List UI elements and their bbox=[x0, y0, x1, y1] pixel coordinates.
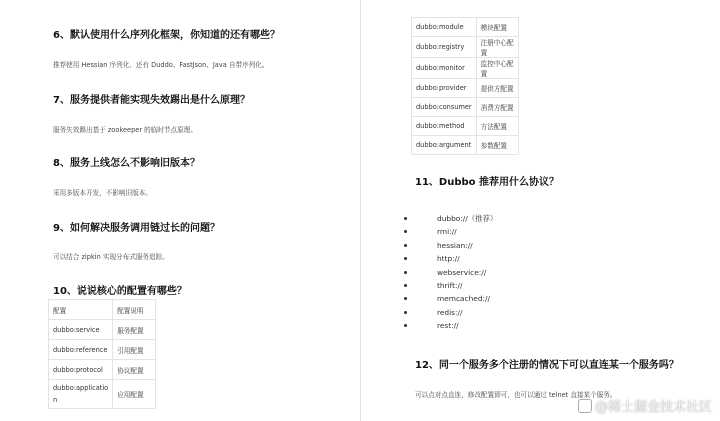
table-row bbox=[412, 136, 519, 155]
bullet-icon bbox=[404, 271, 407, 274]
table-cell: dubbo:argument bbox=[412, 136, 477, 155]
list-item bbox=[437, 225, 497, 238]
bullet-icon bbox=[404, 324, 407, 327]
protocol-label: thrift:// bbox=[437, 280, 463, 290]
q11-heading: 11、Dubbo 推荐用什么协议？ bbox=[415, 177, 560, 188]
protocol-label: rmi:// bbox=[437, 227, 457, 237]
page-divider bbox=[360, 0, 361, 421]
table-row bbox=[412, 79, 519, 98]
core-config-table bbox=[48, 299, 156, 409]
table-cell: 应用配置 bbox=[113, 380, 156, 409]
table-cell: dubbo:monitor bbox=[412, 58, 477, 79]
q9-answer: 可以结合 zipkin 实现分布式服务追踪。 bbox=[53, 253, 169, 261]
table-cell: dubbo:consumer bbox=[412, 98, 477, 117]
table-row bbox=[49, 360, 156, 380]
table-cell: dubbo:provider bbox=[412, 79, 477, 98]
bullet-icon bbox=[404, 257, 407, 260]
table-cell: 引用配置 bbox=[113, 340, 156, 360]
q7-heading: 7、服务提供者能实现失效踢出是什么原理？ bbox=[53, 95, 250, 106]
list-item bbox=[437, 306, 497, 319]
list-item bbox=[437, 279, 497, 292]
table-cell: dubbo:method bbox=[412, 117, 477, 136]
table-cell: dubbo:reference bbox=[49, 340, 113, 360]
q10-heading: 10、说说核心的配置有哪些？ bbox=[53, 286, 187, 297]
protocol-label: dubbo://（推荐） bbox=[437, 214, 498, 223]
table-row bbox=[49, 300, 156, 320]
table-cell: 服务配置 bbox=[113, 320, 156, 340]
table-cell: 方法配置 bbox=[476, 117, 518, 136]
list-item bbox=[437, 252, 497, 265]
table-cell: 监控中心配置 bbox=[476, 58, 518, 79]
list-item bbox=[437, 239, 497, 252]
table-row bbox=[412, 98, 519, 117]
juejin-logo-icon bbox=[578, 399, 592, 413]
table-row bbox=[49, 380, 156, 409]
table-cell: dubbo:service bbox=[49, 320, 113, 340]
bullet-icon bbox=[404, 244, 407, 247]
bullet-icon bbox=[404, 284, 407, 287]
watermark bbox=[578, 396, 712, 415]
table-cell: dubbo:applicatio n bbox=[49, 380, 113, 409]
bullet-icon bbox=[404, 297, 407, 300]
bullet-icon bbox=[404, 311, 407, 314]
list-item bbox=[437, 266, 497, 279]
q12-answer: 可以点对点直连，修改配置即可，也可以通过 telnet 直接某个服务。 bbox=[415, 391, 617, 399]
table-cell: 配置说明 bbox=[113, 300, 156, 320]
protocol-label: rest:// bbox=[437, 321, 459, 331]
protocol-label: redis:// bbox=[437, 307, 463, 317]
table-cell: 提供方配置 bbox=[476, 79, 518, 98]
table-cell: dubbo:module bbox=[412, 18, 477, 37]
table-row bbox=[412, 117, 519, 136]
table-cell: 协议配置 bbox=[113, 360, 156, 380]
q8-heading: 8、服务上线怎么不影响旧版本？ bbox=[53, 158, 200, 169]
table-cell: 注册中心配置 bbox=[476, 37, 518, 58]
table-cell: dubbo:protocol bbox=[49, 360, 113, 380]
q6-heading: 6、默认使用什么序列化框架，你知道的还有哪些？ bbox=[53, 30, 280, 41]
table-cell: 配置 bbox=[49, 300, 113, 320]
right-page bbox=[362, 0, 720, 421]
table-row bbox=[412, 37, 519, 58]
table-row bbox=[412, 58, 519, 79]
config-table-continued bbox=[411, 17, 519, 155]
table-cell: 参数配置 bbox=[476, 136, 518, 155]
q7-answer: 服务失效踢出基于 zookeeper 的临时节点原理。 bbox=[53, 126, 197, 134]
protocol-label: webservice:// bbox=[437, 267, 487, 277]
protocol-label: memcached:// bbox=[437, 294, 490, 304]
table-cell: 消费方配置 bbox=[476, 98, 518, 117]
bullet-icon bbox=[404, 217, 407, 220]
q9-heading: 9、如何解决服务调用链过长的问题？ bbox=[53, 223, 220, 234]
q6-answer: 推荐使用 Hessian 序列化、还有 Duddo、FastJson、Java 自带序列化。 bbox=[53, 61, 269, 69]
list-item bbox=[437, 319, 497, 332]
bullet-icon bbox=[404, 230, 407, 233]
protocol-label: hessian:// bbox=[437, 240, 473, 250]
q12-heading: 12、同一个服务多个注册的情况下可以直连某一个服务吗？ bbox=[415, 360, 679, 371]
protocol-label: http:// bbox=[437, 254, 460, 264]
table-row bbox=[49, 320, 156, 340]
q8-answer: 采用多版本开发，不影响旧版本。 bbox=[53, 189, 152, 197]
protocol-list bbox=[437, 212, 497, 333]
watermark-text: @稀土掘金技术社区 bbox=[594, 400, 712, 415]
table-cell: 模块配置 bbox=[476, 18, 518, 37]
table-row bbox=[49, 340, 156, 360]
list-item bbox=[437, 292, 497, 305]
table-row bbox=[412, 18, 519, 37]
list-item bbox=[437, 212, 497, 225]
table-cell: dubbo:registry bbox=[412, 37, 477, 58]
